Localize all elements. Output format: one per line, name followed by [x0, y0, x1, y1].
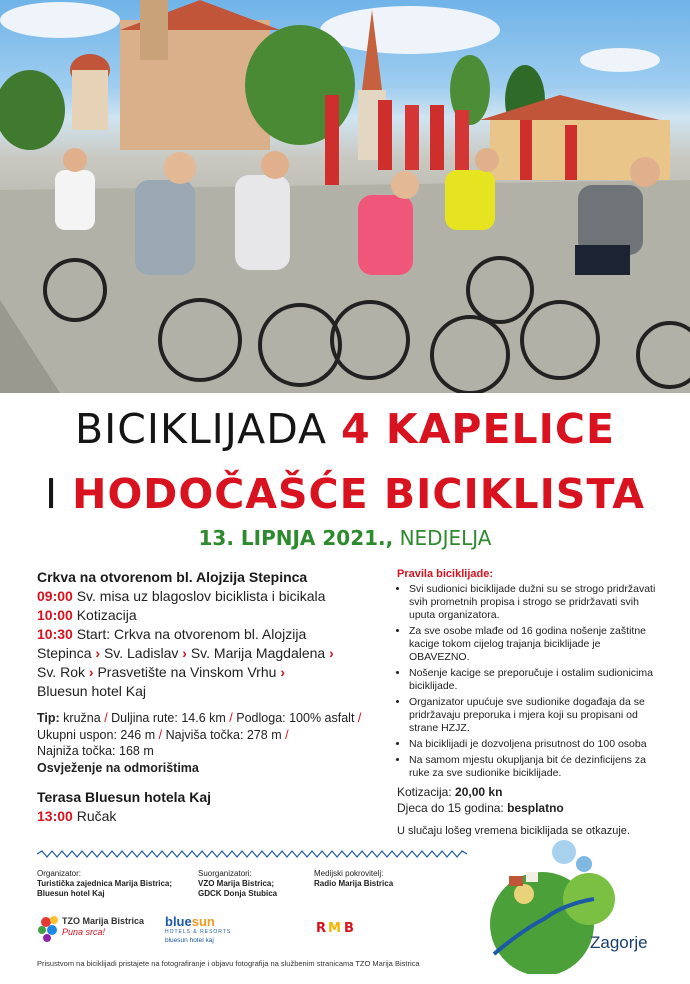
rule-item: • Na samom mjestu okupljanja bit će dezinficijens za ruke za sve sudionike biciklijade. — [409, 754, 662, 780]
arrow-icon: › — [182, 645, 187, 661]
title-red-part: 4 KAPELICE — [341, 405, 615, 453]
route-line — [37, 663, 382, 682]
route-details — [37, 710, 382, 776]
title-black-part: I — [45, 470, 73, 518]
tzo-slogan: Puna srca! — [62, 927, 106, 937]
rule-item: • Za sve osobe mlađe od 16 godina nošenje zaštitne kacige tokom cijelog trajanja biciklijade je OBAVEZNO. — [409, 625, 662, 664]
arrow-icon: › — [329, 645, 334, 661]
fee-label: Kotizacija: — [397, 785, 456, 799]
media-credit — [314, 869, 434, 889]
svg-text:B: B — [344, 921, 354, 936]
event-date — [0, 526, 690, 550]
detail-separator: / — [104, 711, 108, 725]
rule-item: • Organizator upućuje sve sudionike događaja da se pridržavaju preporuka i mjera koji su propisani od strane HZJZ. — [409, 696, 662, 735]
rmb-logo-icon — [314, 917, 360, 937]
rule-item: • Na biciklijadi je dozvoljena prisutnost do 100 osoba — [409, 738, 662, 751]
program-text: Ručak — [76, 808, 117, 824]
zagorje-logo-icon — [484, 834, 664, 974]
bluesun-wordmark-a: blue — [165, 914, 192, 929]
rules-column — [397, 568, 662, 838]
rule-item: • Svi sudionici biciklijade dužni su se strogo pridržavati svih prometnih propisa i strogo se pridržavati svih uputa organizatora. — [409, 583, 662, 622]
route-stop: Sv. Marija Magdalena — [190, 645, 326, 661]
credit-value: GDCK Donja Stubica — [198, 889, 278, 898]
program-item — [37, 625, 382, 644]
detail-separator: / — [357, 711, 362, 725]
detail-separator: / — [229, 711, 233, 725]
program-text: Kotizacija — [76, 607, 137, 623]
detail-separator: / — [158, 727, 163, 742]
rules-title: Pravila biciklijade: — [397, 568, 493, 580]
detail-value: 168 m — [119, 744, 154, 758]
program-time: 10:30 — [37, 626, 73, 642]
photo-consent-note: Prisustvom na biciklijadi pristajete na fotografiranje i objavu fotografija na službenim stranicama TZO Marija Bistrica — [37, 959, 420, 968]
arrow-icon: › — [88, 664, 94, 680]
program-time: 13:00 — [37, 808, 73, 824]
program-time: 10:00 — [37, 607, 73, 623]
credit-label: Organizator: — [37, 869, 82, 878]
zagorje-wordmark: Zagorje — [590, 933, 648, 952]
program-item — [37, 807, 382, 826]
detail-value: 278 m — [246, 727, 282, 742]
program-text: Sv. misa uz blagoslov biciklista i bicikala — [76, 588, 326, 604]
fee-value: 20,00 kn — [455, 785, 503, 799]
organizer-credit — [37, 869, 187, 899]
detail-value: 246 m — [120, 727, 156, 742]
detail-label: Ukupni uspon: — [37, 727, 117, 742]
zigzag-divider — [37, 850, 467, 858]
credit-value: Turistička zajednica Marija Bistrica; Bluesun hotel Kaj — [37, 879, 173, 898]
title-black-part: BICIKLIJADA — [75, 405, 342, 453]
rule-item: • Nošenje kacige se preporučuje i ostalim sudionicima biciklijade. — [409, 667, 662, 693]
program-item — [37, 606, 382, 625]
title-red-part: HODOČAŠĆE BICIKLISTA — [72, 470, 645, 518]
route-stop: Sv. Ladislav — [103, 645, 179, 661]
arrow-icon: › — [280, 664, 285, 680]
route-line — [37, 644, 382, 663]
title-line-1 — [0, 405, 690, 453]
fee-info — [397, 784, 662, 816]
arrow-icon: › — [95, 645, 101, 661]
rules-list — [397, 583, 662, 780]
route-stop: Prasvetište na Vinskom Vrhu — [97, 664, 277, 680]
bluesun-logo — [165, 914, 231, 944]
bluesun-wordmark — [165, 914, 231, 929]
program-text: Start: Crkva na otvorenom bl. Alojzija — [76, 626, 307, 642]
detail-label: Podloga: — [236, 711, 286, 725]
route-line — [37, 682, 382, 701]
detail-label: Najniža točka: — [37, 744, 116, 758]
route-stop: Bluesun hotel Kaj — [37, 683, 146, 699]
bluesun-hotel-name: bluesun hotel kaj — [165, 937, 214, 944]
weather-note: U slučaju lošeg vremena biciklijada se otkazuje. — [397, 825, 630, 837]
program-time: 09:00 — [37, 588, 73, 604]
date-day: NEDJELJA — [393, 526, 492, 550]
bluesun-wordmark-b: sun — [191, 914, 215, 929]
program-item — [37, 587, 382, 606]
svg-text:M: M — [328, 921, 341, 936]
detail-label: Duljina rute: — [111, 711, 178, 725]
kids-label: Djeca do 15 godina: — [397, 801, 508, 815]
detail-value: 100% asfalt — [289, 711, 355, 725]
route-stop: Stepinca — [37, 645, 92, 661]
bluesun-subtitle: HOTELS & RESORTS — [165, 929, 232, 935]
route-stop: Sv. Rok — [37, 664, 85, 680]
detail-value: 14.6 km — [181, 711, 226, 725]
detail-label: Najviša točka: — [165, 727, 244, 742]
program-column — [37, 568, 382, 826]
svg-text:R: R — [316, 921, 327, 936]
cyclists-photo — [0, 0, 690, 393]
detail-value: kružna — [63, 711, 101, 725]
credit-label: Suorganizatori: — [198, 869, 252, 878]
tzo-name: TZO Marija Bistrica — [62, 916, 145, 926]
date-bold: 13. LIPNJA 2021., — [198, 526, 394, 550]
title-line-2 — [0, 470, 690, 518]
coorganizer-credit — [198, 869, 308, 899]
detail-separator: / — [285, 727, 289, 742]
program-location: Terasa Bluesun hotela Kaj — [37, 789, 212, 805]
credit-value: Radio Marija Bistrica — [314, 879, 394, 888]
refreshment-note: Osvježenje na odmorištima — [37, 760, 199, 775]
credit-value: VZO Marija Bistrica; — [198, 879, 275, 888]
program-location: Crkva na otvorenom bl. Alojzija Stepinca — [37, 569, 308, 585]
detail-label: Tip: — [37, 711, 60, 725]
kids-value: besplatno — [507, 801, 564, 815]
credit-label: Medijski pokrovitelj: — [314, 869, 384, 878]
